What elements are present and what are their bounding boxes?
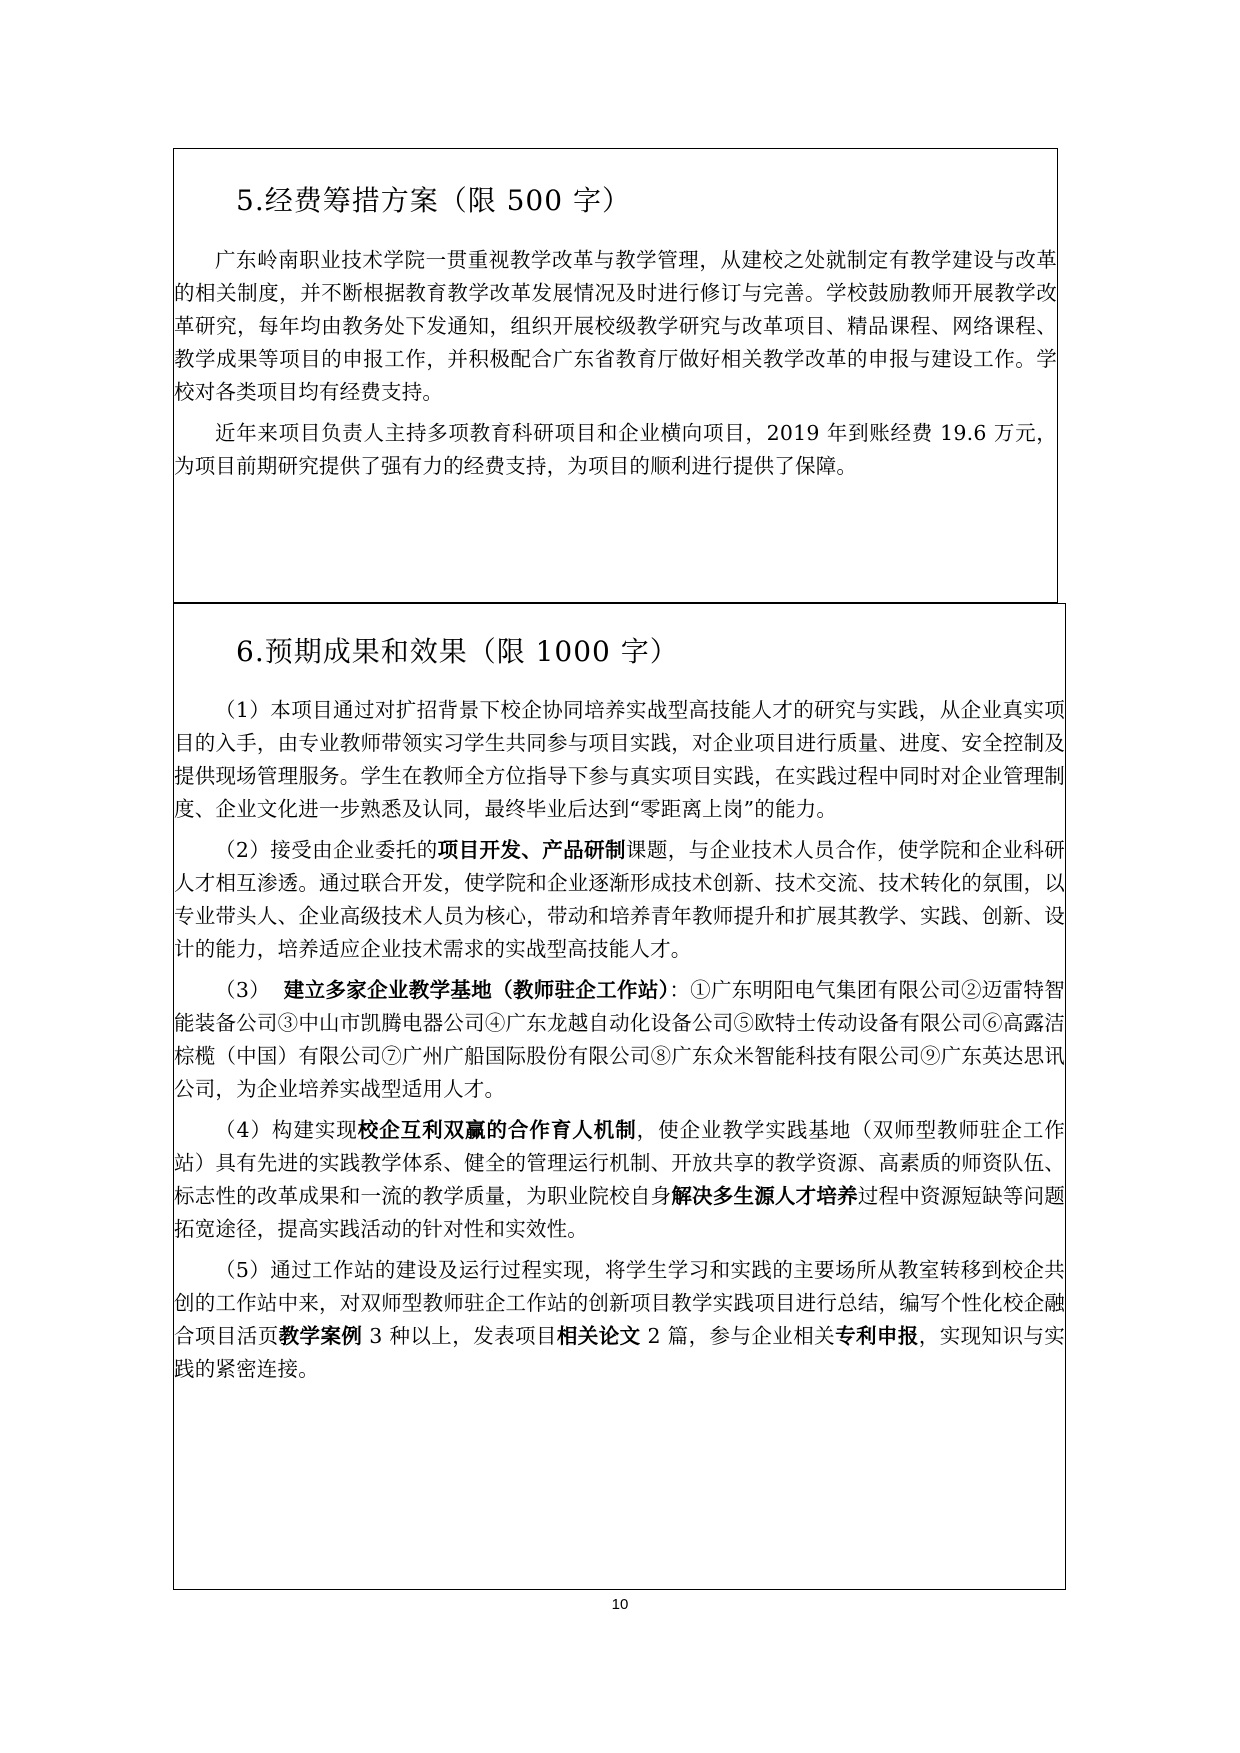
section-6-paragraph-5: [174, 1254, 1065, 1386]
text-run: 2 篇，参与企业相关: [640, 1324, 836, 1348]
section-6-paragraph-2: [174, 834, 1065, 966]
section-6-paragraph-1: [174, 694, 1065, 826]
section-6-body: [174, 694, 1065, 1394]
text-run: （5）通过工作站的建设及运行过程实现，将学生学习和实践的主要场所从教室转移到校企共创的工作站中来，对双师型教师驻企工作站的创新项目教学实践项目进行总结，编写个性化校企融合项目活页: [174, 1258, 1065, 1348]
section-5-paragraph-2: [174, 417, 1057, 483]
text-run: （3）: [215, 978, 284, 1002]
section-6-title: 6.预期成果和效果（限 1000 字）: [236, 635, 679, 668]
text-run: 3 种以上，发表项目: [362, 1324, 557, 1348]
text-run: （4）构建实现: [215, 1118, 358, 1142]
section-6-paragraph-4: [174, 1114, 1065, 1246]
text-run: 课题，与企业技术人员合作，使学院和企业科研人才相互渗透。通过联合开发，使学院和企业逐渐形成技术创新、技术交流、技术转化的氛围，以专业带头人、企业高级技术人员为核心，带动和培养青年教师提升和扩展其教学、实践、创新、设计的能力，培养适应企业技术需求的实战型高技能人才。: [174, 838, 1065, 961]
text-run: ，使企业教学实践基地（双师型教师驻企工作站）具有先进的实践教学体系、健全的管理运行机制、开放共享的教学资源、高素质的师资队伍、标志性的改革成果和一流的教学质量，为职业院校自身: [174, 1118, 1065, 1208]
text-run: 近年来项目负责人主持多项教育科研项目和企业横向项目，2019 年到账经费 19.6 万元，为项目前期研究提供了强有力的经费支持，为项目的顺利进行提供了保障。: [174, 421, 1057, 478]
bold-text-run: 校企互利双赢的合作育人机制: [357, 1118, 637, 1142]
bold-text-run: 建立多家企业教学基地（教师驻企工作站）: [283, 978, 670, 1002]
section-6-paragraph-3: [174, 974, 1065, 1106]
text-run: ，实现知识与实践的紧密连接。: [174, 1324, 1066, 1381]
section-5-body: [174, 244, 1057, 491]
section-6-box: [173, 603, 1066, 1590]
bold-text-run: 专利申报: [835, 1324, 919, 1348]
page-number: 10: [611, 1596, 629, 1613]
bold-text-run: 教学案例: [278, 1324, 363, 1348]
bold-text-run: 解决多生源人才培养: [671, 1184, 858, 1208]
bold-text-run: 相关论文: [556, 1324, 641, 1348]
text-run: 过程中资源短缺等问题拓宽途径，提高实践活动的针对性和实效性。: [174, 1184, 1065, 1241]
text-run: （2）接受由企业委托的: [215, 838, 438, 862]
text-run: （1）本项目通过对扩招背景下校企协同培养实战型高技能人才的研究与实践，从企业真实项目的入手，由专业教师带领实习学生共同参与项目实践，对企业项目进行质量、进度、安全控制及提供现场管理服务。学生在教师全方位指导下参与真实项目实践，在实践过程中同时对企业管理制度、企业文化进一步熟悉及认同，最终毕业后达到“零距离上岗”的能力。: [174, 698, 1065, 821]
section-5-paragraph-1: [174, 244, 1057, 409]
text-run: 广东岭南职业技术学院一贯重视教学改革与教学管理，从建校之处就制定有教学建设与改革的相关制度，并不断根据教育教学改革发展情况及时进行修订与完善。学校鼓励教师开展教学改革研究，每年均由教务处下发通知，组织开展校级教学研究与改革项目、精品课程、网络课程、教学成果等项目的申报工作，并积极配合广东省教育厅做好相关教学改革的申报与建设工作。学校对各类项目均有经费支持。: [174, 248, 1057, 404]
section-5-title: 5.经费筹措方案（限 500 字）: [236, 184, 631, 217]
bold-text-run: 项目开发、产品研制: [437, 838, 626, 862]
text-run: ：①广东明阳电气集团有限公司②迈雷特智能装备公司③中山市凯腾电器公司④广东龙越自动化设备公司⑤欧特士传动设备有限公司⑥高露洁棕榄（中国）有限公司⑦广州广船国际股份有限公司⑧广东众米智能科技有限公司⑨广东英达思讯公司，为企业培养实战型适用人才。: [174, 978, 1065, 1101]
section-5-box: [173, 148, 1058, 603]
